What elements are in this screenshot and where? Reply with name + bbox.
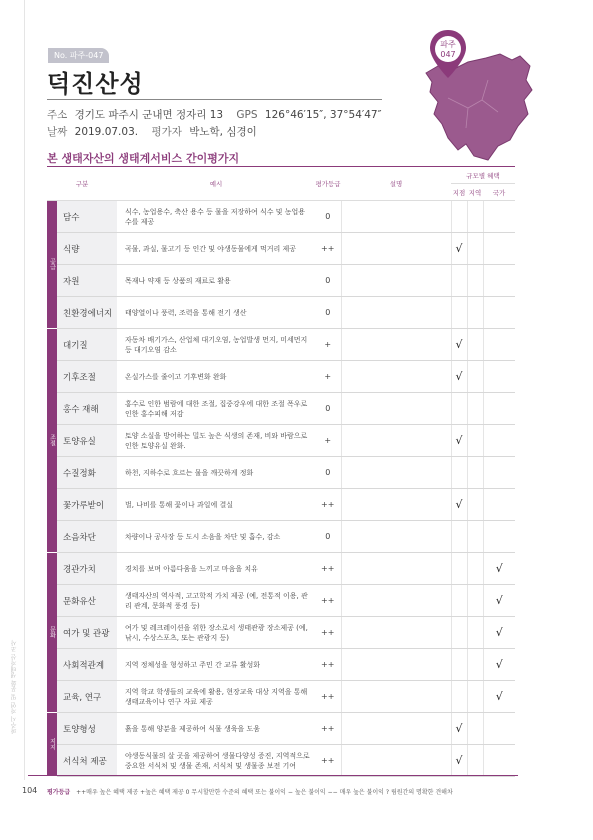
- benefit-level-cell: √: [483, 553, 515, 585]
- service-description: [341, 201, 451, 233]
- category-group-label: [47, 553, 57, 713]
- benefit-level-cell: [467, 457, 483, 489]
- service-description: [341, 233, 451, 265]
- category-group-label: [47, 713, 57, 777]
- benefit-level-cell: [451, 393, 467, 425]
- side-vertical-text: 파주시 자연 및 문화 생태자산 조사: [11, 640, 18, 734]
- category-group-text: 문화: [48, 625, 56, 638]
- service-name: 수질정화: [57, 457, 117, 489]
- service-example: 태양열이나 풍력, 조력을 통해 전기 생산: [117, 297, 315, 329]
- header-category: 구분: [47, 167, 117, 201]
- benefit-level-cell: [483, 265, 515, 297]
- page-title: 덕진산성: [47, 70, 144, 98]
- category-group-text: 지지: [48, 737, 56, 750]
- benefit-level-cell: [467, 617, 483, 649]
- benefit-level-cell: [483, 233, 515, 265]
- service-description: [341, 521, 451, 553]
- evaluation-table: [47, 166, 515, 777]
- header-level-nation: 국가: [483, 184, 515, 201]
- service-grade: +: [315, 361, 341, 393]
- benefit-level-cell: [451, 457, 467, 489]
- service-grade: ++: [315, 649, 341, 681]
- grade-legend: [47, 787, 453, 796]
- service-name: 자원: [57, 265, 117, 297]
- benefit-level-cell: [467, 489, 483, 521]
- service-name: 서식처 제공: [57, 745, 117, 777]
- benefit-level-cell: √: [451, 713, 467, 745]
- benefit-level-cell: √: [451, 361, 467, 393]
- table-row: [47, 713, 515, 745]
- table-row: [47, 617, 515, 649]
- service-grade: 0: [315, 457, 341, 489]
- gps-value: 126°46′15″, 37°54′47″: [264, 109, 382, 121]
- service-description: [341, 681, 451, 713]
- service-name: 여가 및 관광: [57, 617, 117, 649]
- table-row: [47, 329, 515, 361]
- benefit-level-cell: [467, 745, 483, 777]
- service-name: 토양유실: [57, 425, 117, 457]
- benefit-level-cell: [467, 361, 483, 393]
- service-example: 토양 소실을 방어하는 밀도 높은 식생의 존재, 비와 바람으로 인한 토양유실 완화.: [117, 425, 315, 457]
- benefit-level-cell: [467, 233, 483, 265]
- benefit-level-cell: [483, 201, 515, 233]
- service-name: 토양형성: [57, 713, 117, 745]
- service-example: 야생동식물의 살 곳을 제공하여 생물다양성 증진, 지역적으로 중요한 서식처 및 생물 존재, 서식처 및 생물종 보전 기여: [117, 745, 315, 777]
- service-grade: ++: [315, 681, 341, 713]
- service-example: 자동차 배기가스, 산업체 대기오염, 농업발생 먼지, 미세먼지 등 대기오염 감소: [117, 329, 315, 361]
- service-description: [341, 393, 451, 425]
- benefit-level-cell: [451, 521, 467, 553]
- service-example: 벌, 나비를 통해 꽃이나 과일에 결실: [117, 489, 315, 521]
- service-name: 꽃가루받이: [57, 489, 117, 521]
- legend-label: 평가등급: [47, 789, 71, 796]
- service-description: [341, 617, 451, 649]
- service-name: 사회적관계: [57, 649, 117, 681]
- category-group-label: [47, 329, 57, 553]
- service-example: 경치를 보며 아름다움을 느끼고 마음을 치유: [117, 553, 315, 585]
- service-description: [341, 585, 451, 617]
- benefit-level-cell: [483, 521, 515, 553]
- service-name: 경관가치: [57, 553, 117, 585]
- benefit-level-cell: √: [483, 585, 515, 617]
- service-name: 교육, 연구: [57, 681, 117, 713]
- date-label: 날짜: [47, 126, 68, 138]
- service-description: [341, 745, 451, 777]
- category-group-label: [47, 201, 57, 329]
- service-grade: ++: [315, 713, 341, 745]
- benefit-level-cell: [451, 553, 467, 585]
- service-grade: ++: [315, 745, 341, 777]
- benefit-level-cell: [483, 297, 515, 329]
- service-description: [341, 425, 451, 457]
- service-name: 문화유산: [57, 585, 117, 617]
- benefit-level-cell: [451, 617, 467, 649]
- service-grade: 0: [315, 297, 341, 329]
- service-example: 지역 정체성을 형성하고 주민 간 교류 활성화: [117, 649, 315, 681]
- side-strip: [0, 0, 26, 840]
- service-grade: 0: [315, 393, 341, 425]
- service-grade: +: [315, 425, 341, 457]
- table-row: [47, 265, 515, 297]
- benefit-level-cell: [483, 361, 515, 393]
- service-name: 친환경에너지: [57, 297, 117, 329]
- benefit-level-cell: [483, 457, 515, 489]
- benefit-level-cell: √: [451, 425, 467, 457]
- service-grade: ++: [315, 233, 341, 265]
- benefit-level-cell: √: [483, 617, 515, 649]
- service-description: [341, 297, 451, 329]
- benefit-level-cell: [451, 649, 467, 681]
- benefit-level-cell: [483, 425, 515, 457]
- header-grade: 평가등급: [315, 167, 341, 201]
- evaluator-label: 평가자: [151, 126, 182, 138]
- table-row: [47, 201, 515, 233]
- table-row: [47, 489, 515, 521]
- service-description: [341, 265, 451, 297]
- title-divider: [47, 99, 382, 100]
- service-example: 목재나 약재 등 상품의 재료로 활용: [117, 265, 315, 297]
- benefit-level-cell: [467, 681, 483, 713]
- benefit-level-cell: [467, 553, 483, 585]
- service-example: 하천, 지하수로 흐르는 물을 깨끗하게 정화: [117, 457, 315, 489]
- header-level-site: 지점: [451, 184, 467, 201]
- header-scale: 규모별 혜택: [451, 167, 515, 184]
- table-row: [47, 649, 515, 681]
- benefit-level-cell: [467, 585, 483, 617]
- benefit-level-cell: [483, 393, 515, 425]
- benefit-level-cell: [451, 201, 467, 233]
- benefit-level-cell: [467, 201, 483, 233]
- service-example: 홍수로 인한 범람에 대한 조절, 집중강우에 대한 조절 폭우로 인한 홍수피해 저감: [117, 393, 315, 425]
- service-grade: ++: [315, 617, 341, 649]
- table-row: [47, 457, 515, 489]
- table-row: [47, 553, 515, 585]
- gps-label: GPS: [236, 109, 258, 121]
- benefit-level-cell: [467, 393, 483, 425]
- service-grade: ++: [315, 553, 341, 585]
- service-example: 생태자산의 역사적, 고고학적 가치 제공 (예, 전통적 이용, 관리 관계, 문화적 풍경 등): [117, 585, 315, 617]
- benefit-level-cell: [451, 681, 467, 713]
- service-name: 대기질: [57, 329, 117, 361]
- table-row: [47, 425, 515, 457]
- date-row: [47, 124, 257, 139]
- map-pin-line1: 파주: [440, 40, 456, 49]
- service-example: 온실가스를 줄이고 기후변화 완화: [117, 361, 315, 393]
- service-name: 식량: [57, 233, 117, 265]
- address-value: 경기도 파주시 군내면 정자리 13: [74, 109, 224, 121]
- service-example: 흙을 통해 양분을 제공하여 식물 생육을 도움: [117, 713, 315, 745]
- service-grade: 0: [315, 265, 341, 297]
- benefit-level-cell: [451, 585, 467, 617]
- date-value: 2019.07.03.: [74, 126, 139, 138]
- map-pin-line2: 047: [440, 50, 456, 59]
- service-grade: +: [315, 329, 341, 361]
- table-row: [47, 585, 515, 617]
- service-example: 지역 학교 학생들의 교육에 활용, 현장교육 대상 지역을 통해 생태교육이나 연구 자료 제공: [117, 681, 315, 713]
- page-number: 104: [22, 786, 38, 795]
- table-row: [47, 521, 515, 553]
- table-row: [47, 745, 515, 777]
- table-row: [47, 361, 515, 393]
- service-grade: 0: [315, 521, 341, 553]
- service-grade: ++: [315, 585, 341, 617]
- benefit-level-cell: [467, 425, 483, 457]
- legend-text: ++매우 높은 혜택 제공 +높은 혜택 제공 0 무시할만한 수준의 혜택 또는 불이익 − 높은 불이익 −− 매우 높은 불이익 ? 림원간의 명확한 견해차: [76, 789, 453, 796]
- service-description: [341, 457, 451, 489]
- service-grade: 0: [315, 201, 341, 233]
- benefit-level-cell: [467, 521, 483, 553]
- service-example: 식수, 농업용수, 축산 용수 등 물을 저장하여 식수 및 농업용수를 제공: [117, 201, 315, 233]
- benefit-level-cell: [483, 489, 515, 521]
- evaluator-value: 박노학, 심경이: [189, 126, 257, 138]
- benefit-level-cell: [467, 297, 483, 329]
- benefit-level-cell: √: [451, 489, 467, 521]
- entry-number-badge: No. 파주-047: [48, 48, 109, 63]
- benefit-level-cell: [483, 745, 515, 777]
- service-example: 여가 및 레크레이션을 위한 장소로서 생태관광 장소제공 (예, 낚시, 수상스포츠, 또는 관광지 등): [117, 617, 315, 649]
- benefit-level-cell: [483, 713, 515, 745]
- benefit-level-cell: [451, 265, 467, 297]
- side-divider: [24, 0, 25, 780]
- benefit-level-cell: [467, 265, 483, 297]
- benefit-level-cell: [483, 329, 515, 361]
- service-name: 소음차단: [57, 521, 117, 553]
- service-description: [341, 361, 451, 393]
- header-level-region: 지역: [467, 184, 483, 201]
- benefit-level-cell: √: [451, 745, 467, 777]
- benefit-level-cell: [451, 297, 467, 329]
- benefit-level-cell: [467, 329, 483, 361]
- table-row: [47, 233, 515, 265]
- service-name: 담수: [57, 201, 117, 233]
- header-description: 설명: [341, 167, 451, 201]
- benefit-level-cell: [467, 649, 483, 681]
- service-example: 차량이나 공사장 등 도시 소음을 차단 및 흡수, 감소: [117, 521, 315, 553]
- benefit-level-cell: √: [451, 329, 467, 361]
- location-map: [408, 28, 538, 168]
- header-example: 예시: [117, 167, 315, 201]
- table-row: [47, 297, 515, 329]
- service-grade: ++: [315, 489, 341, 521]
- service-description: [341, 649, 451, 681]
- service-name: 홍수 재해: [57, 393, 117, 425]
- benefit-level-cell: √: [483, 681, 515, 713]
- service-name: 기후조절: [57, 361, 117, 393]
- service-description: [341, 489, 451, 521]
- address-row: [47, 107, 382, 122]
- table-row: [47, 393, 515, 425]
- address-label: 주소: [47, 109, 68, 121]
- section-title: 본 생태자산의 생태계서비스 간이평가지: [47, 152, 240, 165]
- category-group-text: 조절: [48, 433, 56, 446]
- table-row: [47, 681, 515, 713]
- category-group-text: 공급: [48, 257, 56, 270]
- service-description: [341, 553, 451, 585]
- footer-divider: [28, 775, 518, 776]
- service-description: [341, 329, 451, 361]
- service-description: [341, 713, 451, 745]
- benefit-level-cell: √: [451, 233, 467, 265]
- benefit-level-cell: [467, 713, 483, 745]
- benefit-level-cell: √: [483, 649, 515, 681]
- service-example: 곡물, 과실, 물고기 등 인간 및 야생동물에게 먹거리 제공: [117, 233, 315, 265]
